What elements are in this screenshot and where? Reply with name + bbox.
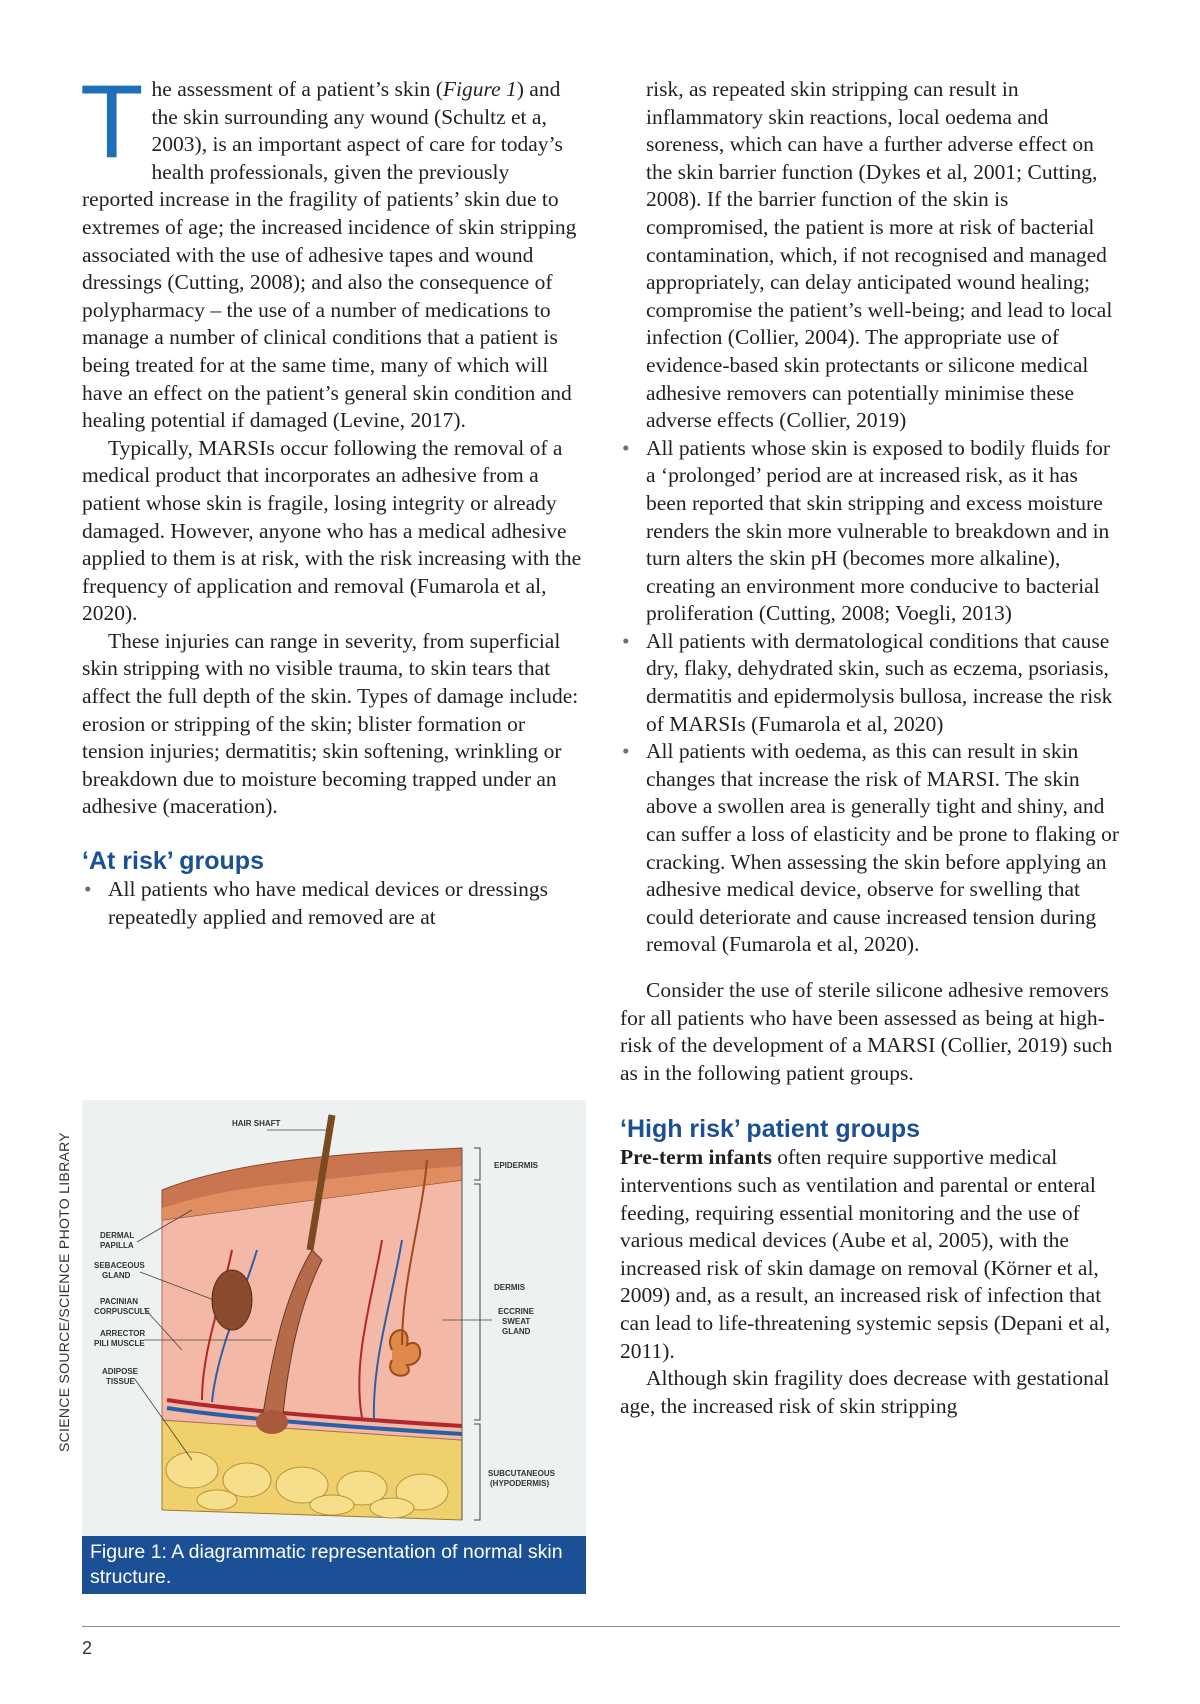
label-dermal-papilla-2: PAPILLA <box>100 1241 134 1250</box>
label-sebaceous-gland-2: GLAND <box>102 1271 131 1280</box>
list-item: • All patients with dermatological conditions that cause dry, flaky, dehydrated skin, such as eczema, psoriasis, dermatitis and epidermolysis bullosa, increase the risk of MARSIs (Fumarola et al, 2020) <box>620 628 1120 738</box>
marsi-paragraph: Typically, MARSIs occur following the removal of a medical product that incorporates an adhesive from a patient whose skin is fragile, losing integrity or already damaged. However, anyone who has a medical adhesive applied to them is at risk, with the risk increasing with the frequency of application and removal (Fumarola et al, 2020). <box>82 435 582 626</box>
label-pacinian-corpuscle: PACINIAN <box>100 1297 139 1306</box>
intro-paragraph: The assessment of a patient’s skin (Figure 1) and the skin surrounding any wound (Schultz et a, 2003), is an important aspect of care for today’s health professionals, given the previously reported increase in the fragility of patients’ skin due to extremes of age; the increased incidence of skin stripping associated with the use of adhesive tapes and wound dressings (Cutting, 2008); and also the consequence of polypharmacy – the use of a number of medications to manage a number of clinical conditions that a patient is being treated for at the same time, many of which will have an effect on the patient’s general skin condition and healing potential if damaged (Levine, 2017). <box>80 64 577 433</box>
right-column <box>620 76 1120 1420</box>
list-item-continued: risk, as repeated skin stripping can result in inflammatory skin reactions, local oedema and soreness, which can have a further adverse effect on the skin barrier function (Dykes et al, 2001; Cutting, 2008). If the barrier function of the skin is compromised, the patient is more at risk of bacterial contamination, which, if not recognised and managed appropriately, can delay anticipated wound healing; compromise the patient’s well-being; and lead to local infection (Collier, 2004). The appropriate use of evidence-based skin protectants or silicone medical adhesive removers can potentially minimise these adverse effects (Collier, 2019) <box>646 77 1113 433</box>
final-paragraph: Although skin fragility does decrease with gestational age, the increased risk of skin stripping <box>620 1366 1110 1418</box>
figure-reference: Figure 1 <box>442 77 517 101</box>
preterm-lead: Pre-term infants <box>620 1145 772 1170</box>
label-dermis: DERMIS <box>494 1283 526 1292</box>
drop-cap: T <box>80 64 144 180</box>
at-risk-list <box>82 876 586 931</box>
at-risk-heading: ‘At risk’ groups <box>82 847 264 876</box>
high-risk-heading: ‘High risk’ patient groups <box>620 1115 921 1144</box>
label-hypodermis: (HYPODERMIS) <box>490 1479 550 1488</box>
label-eccrine-sweat-gland-3: GLAND <box>502 1327 531 1336</box>
at-risk-list-continued <box>620 76 1120 959</box>
footer-rule <box>82 1626 1120 1627</box>
label-pacinian-corpuscle-2: CORPUSCULE <box>94 1307 151 1316</box>
label-epidermis: EPIDERMIS <box>494 1161 539 1170</box>
label-dermal-papilla: DERMAL <box>100 1231 135 1240</box>
page-number: 2 <box>82 1638 93 1658</box>
label-eccrine-sweat-gland: ECCRINE <box>498 1307 535 1316</box>
label-hair-shaft: HAIR SHAFT <box>232 1119 281 1128</box>
severity-paragraph: These injuries can range in severity, from superficial skin stripping with no visible trauma, to skin tears that affect the full depth of the skin. Types of damage include: erosion or stripping of the skin; blister formation or tension injuries; dermatitis; skin softening, wrinkling or breakdown due to moisture becoming trapped under an adhesive (maceration). <box>82 628 579 819</box>
skin-structure-figure <box>82 1100 586 1540</box>
label-adipose-tissue: ADIPOSE <box>102 1367 139 1376</box>
label-arrector-pili-2: PILI MUSCLE <box>94 1339 145 1348</box>
label-eccrine-sweat-gland-2: SWEAT <box>502 1317 531 1326</box>
label-subcutaneous: SUBCUTANEOUS <box>488 1469 555 1478</box>
preterm-paragraph: Pre-term infants often require supportive medical interventions such as ventilation and parental or enteral feeding, requiring essential monitoring and the use of various medical devices (Aube et al, 2005), with the increased risk of skin damage on removal (Körner et al, 2009) and, as a result, an increased risk of infection that can lead to life-threatening systemic sepsis (Depani et al, 2011). <box>620 1145 1111 1363</box>
list-item: • All patients who have medical devices or dressings repeatedly applied and removed are at <box>82 876 586 931</box>
label-adipose-tissue-2: TISSUE <box>106 1377 135 1386</box>
consider-paragraph: Consider the use of sterile silicone adhesive removers for all patients who have been assessed as being at high-risk of the development of a MARSI (Collier, 2019) such as in the following patient groups. <box>620 978 1113 1085</box>
list-item: • All patients whose skin is exposed to bodily fluids for a ‘prolonged’ period are at increased risk, as it has been reported that skin stripping and excess moisture renders the skin more vulnerable to breakdown and in turn alters the skin pH (becomes more alkaline), creating an environment more conducive to bacterial proliferation (Cutting, 2008; Voegli, 2013) <box>620 435 1120 628</box>
skin-diagram <box>82 1100 586 1540</box>
label-sebaceous-gland: SEBACEOUS <box>94 1261 145 1270</box>
list-item: • All patients with oedema, as this can result in skin changes that increase the risk of MARSI. The skin above a swollen area is generally tight and shiny, and can suffer a loss of elasticity and be prone to flaking or cracking. When assessing the skin before applying an adhesive medical device, observe for swelling that could deteriorate and cause increased tension during removal (Fumarola et al, 2020). <box>620 738 1120 959</box>
photo-credit: SCIENCE SOURCE/SCIENCE PHOTO LIBRARY <box>56 1132 72 1452</box>
left-column <box>80 64 586 931</box>
label-arrector-pili: ARRECTOR <box>100 1329 146 1338</box>
figure-caption: Figure 1: A diagrammatic representation of normal skin structure. <box>82 1536 586 1594</box>
